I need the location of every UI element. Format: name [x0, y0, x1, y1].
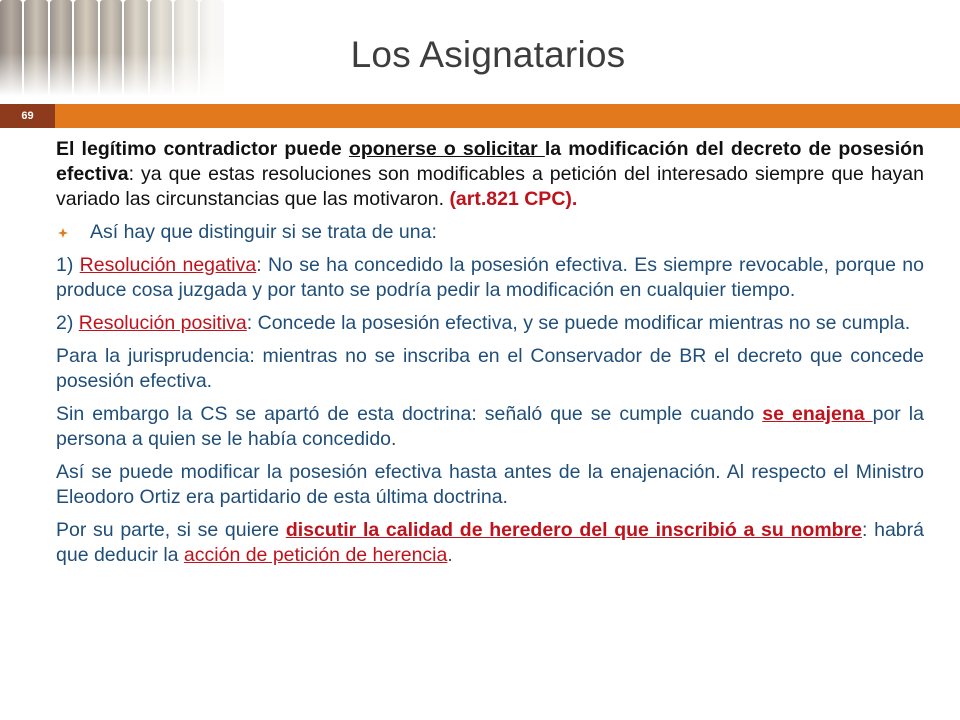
slide-number: 69 — [21, 110, 34, 122]
paragraph-jurisprudence: Para la jurisprudencia: mientras no se inscriba en el Conservador de BR el decreto que concede posesión efectiva. — [56, 345, 924, 392]
inheritance-text: Por su parte, si se quiere — [56, 519, 286, 541]
bullet-text: Así hay que distinguir si se trata de una: — [90, 221, 437, 243]
paragraph-negative — [56, 253, 924, 303]
intro-text: El legítimo contradictor puede — [56, 138, 349, 160]
bullet-item — [56, 220, 924, 245]
intro-underlined: oponerse o solicitar — [348, 138, 545, 160]
intro-subject: la modificación del decreto de posesión efectiva — [56, 138, 924, 185]
paragraph-intro — [56, 137, 924, 212]
positive-resolution-text: : Concede la posesión efectiva, y se puede modificar mientras no se cumpla. — [246, 312, 911, 334]
slide-body — [56, 137, 924, 576]
paragraph-positive — [56, 311, 924, 336]
paragraph-supreme-court — [56, 402, 924, 452]
paragraph-inheritance — [56, 518, 924, 568]
intro-explanation: : ya que estas resoluciones son modificables a petición del interesado siempre que hayan variado las circunstancias que las motivaron. — [56, 163, 924, 210]
article-reference: (art.821 CPC). — [449, 188, 578, 210]
negative-resolution-text: : No se ha concedido la posesión efectiva. Es siempre revocable, porque no produce cosa juzgada y por tanto se podría pedir la modificación en cualquier tiempo. — [56, 254, 924, 301]
inheritance-text-end: . — [447, 544, 453, 566]
supreme-court-text: Sin embargo la CS se apartó de esta doctrina: señaló que se cumple cuando — [56, 403, 763, 425]
item-number: 2) — [56, 312, 79, 334]
accent-bar — [55, 104, 960, 128]
supreme-court-text-end: por la persona a quien se le había concedido. — [56, 403, 924, 450]
diamond-bullet-icon — [58, 228, 68, 238]
negative-resolution-term: Resolución negativa — [79, 254, 257, 276]
slide-title: Los Asignatarios — [350, 34, 626, 75]
header-bar — [0, 104, 960, 128]
inheritance-text-mid: : habrá que deducir la — [56, 519, 924, 566]
paragraph-modification: Así se puede modificar la posesión efectiva hasta antes de la enajenación. Al respecto el Ministro Eleodoro Ortiz era partidario de esta última doctrina. — [56, 461, 924, 508]
discuss-heir-term: discutir la calidad de heredero del que inscribió a su nombre — [285, 519, 863, 541]
positive-resolution-term: Resolución positiva — [78, 312, 247, 334]
item-number: 1) — [56, 254, 80, 276]
inheritance-action-term: acción de petición de herencia — [183, 544, 448, 566]
se-enajena-term: se enajena — [762, 403, 873, 425]
